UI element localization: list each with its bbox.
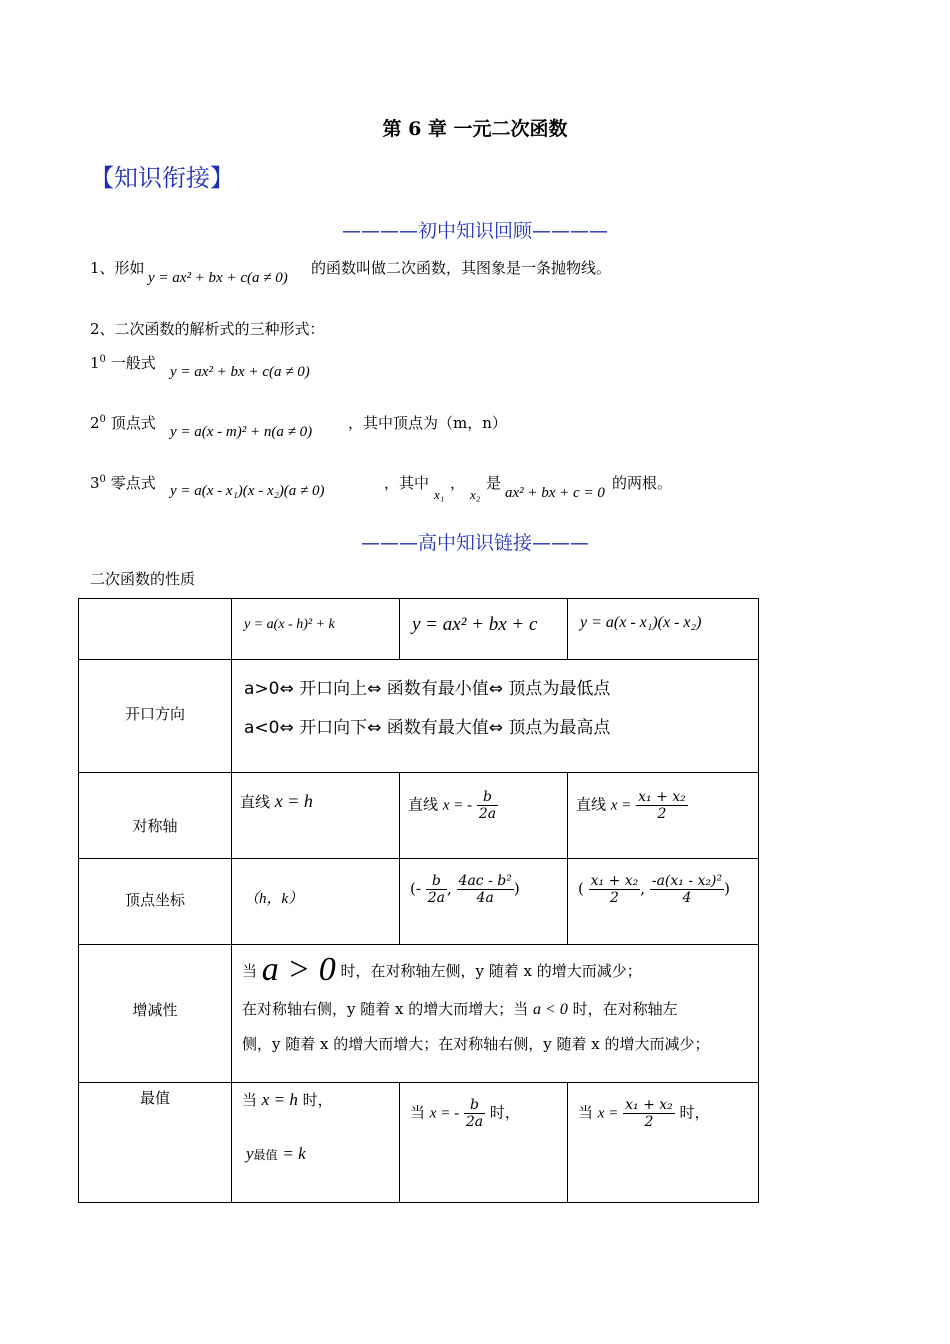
form3-x2: x₂ <box>470 487 481 502</box>
form2-num: 2 <box>90 414 100 432</box>
form2-suffix: ，其中顶点为（m，n） <box>348 414 507 432</box>
open-line-2: a<0⇔ 开口向下⇔ 函数有最大值⇔ 顶点为最高点 <box>244 718 611 738</box>
form2-formula: y = a(x - m)² + n(a ≠ 0) <box>170 424 313 440</box>
properties-table <box>78 598 759 1203</box>
extreme-value-label: 最值 <box>79 1083 232 1203</box>
form3-label: 零点式 <box>110 474 156 492</box>
form3-equation: ax² + bx + c = 0 <box>505 485 605 501</box>
p1-suffix: 的函数叫做二次函数，其图象是一条抛物线。 <box>311 259 612 277</box>
axis-vertex-form: 直线 x = h <box>232 773 400 859</box>
vertex-general-form: (- $\frac{b}{2a}$ , $\frac{\text{4ac - b²}}{4a}$ ) <box>400 859 568 945</box>
chapter-title: 第 6 章 一元二次函数 <box>382 118 568 140</box>
form3-label-row: $3^0$ 零点式 <box>90 474 156 492</box>
table-caption: 二次函数的性质 <box>90 570 196 588</box>
form3-is: 是 <box>486 474 502 492</box>
p1-prefix: 1、形如 <box>90 259 145 277</box>
monotonicity-label: 增减性 <box>79 945 232 1083</box>
section-junior-review: ————初中知识回顾———— <box>341 220 608 242</box>
vertex-label: 顶点坐标 <box>79 859 232 945</box>
extreme-vertex-form: 当 x = h 时， y最值 = k <box>232 1083 400 1203</box>
form3-suffix-a: ，其中 <box>384 474 430 492</box>
header-empty <box>79 599 232 660</box>
axis-label: 对称轴 <box>79 773 232 859</box>
form3-formula: y = a(x - x₁)(x - x₂)(a ≠ 0) <box>170 483 325 499</box>
form1-formula: y = ax² + bx + c(a ≠ 0) <box>170 364 310 380</box>
open-direction-label: 开口方向 <box>79 660 232 773</box>
form1-label-row: $1^0$ 一般式 <box>90 354 156 372</box>
axis-general-form: 直线 x = - $\frac{b}{2a}$ <box>400 773 568 859</box>
form3-x1: x₁ <box>434 487 445 502</box>
vertex-vertex-form: （h，k） <box>232 859 400 945</box>
p1-formula: y = ax² + bx + c(a ≠ 0) <box>148 270 288 286</box>
form3-suffix-b: 的两根。 <box>612 474 673 492</box>
open-direction-content <box>232 660 759 773</box>
form3-num: 3 <box>90 474 100 492</box>
vertex-zero-form: ( $\frac{\text{x₁ + x₂}}{2}$ , $\frac{\text{-a(x₁ - x₂)²}}{4}$ ) <box>568 859 759 945</box>
form2-label: 顶点式 <box>110 414 156 432</box>
open-line-1: a>0⇔ 开口向上⇔ 函数有最小值⇔ 顶点为最低点 <box>244 679 611 699</box>
form2-label-row: $2^0$ 顶点式 <box>90 414 156 432</box>
form3-sep: ， <box>450 474 466 492</box>
knowledge-heading: 【知识衔接】 <box>90 164 234 192</box>
monotonicity-content: 当 a > 0 时，在对称轴左侧，y 随着 x 的增大而减少； 在对称轴右侧，y 随着 x 的增大而增大；当 a < 0 时，在对称轴左 侧，y 随着 x 的增大而增大；在对称轴右侧，y 随着 x 的增大而减少； <box>232 945 759 1083</box>
p2: 2、二次函数的解析式的三种形式： <box>90 320 325 338</box>
form1-num: 1 <box>90 354 100 372</box>
header-general-form: y = ax² + bx + c <box>400 599 568 660</box>
axis-zero-form: 直线 x = $\frac{\text{x₁ + x₂}}{2}$ <box>568 773 759 859</box>
form1-label: 一般式 <box>110 354 156 372</box>
extreme-zero-form: 当 x = $\frac{\text{x₁ + x₂}}{2}$ 时， <box>568 1083 759 1203</box>
section-senior-link: ———高中知识链接——— <box>360 532 589 554</box>
extreme-general-form: 当 x = - $\frac{b}{2a}$ 时， <box>400 1083 568 1203</box>
header-vertex-form: y = a(x - h)² + k <box>232 599 400 660</box>
header-zero-form: y = a(x - x₁)(x - x₂) <box>568 599 759 660</box>
